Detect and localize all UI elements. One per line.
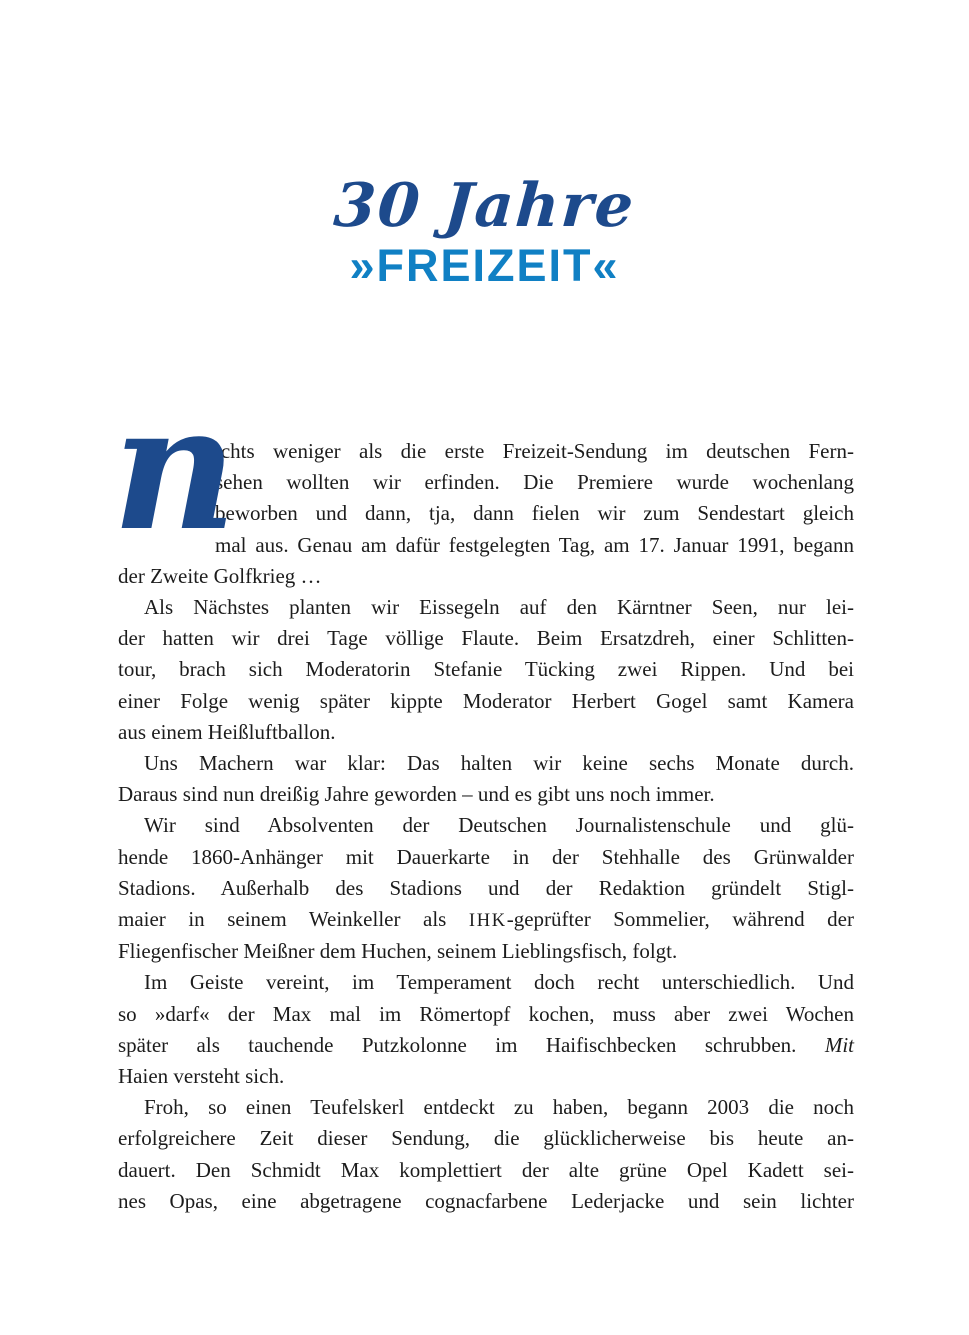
text-segment: Froh, so einen Teufelskerl entdeckt zu haben, begann 2003 die noch (144, 1095, 854, 1120)
text-line (118, 717, 854, 748)
text-line (118, 810, 854, 841)
text-line (118, 779, 854, 810)
text-segment: nes Opas, eine abgetragene cognacfarbene Lederjacke und sein lichter (118, 1188, 854, 1213)
text-line (118, 1186, 854, 1217)
text-segment: später als tauchende Putzkolonne im Haifischbecken schrubben. (118, 1032, 825, 1057)
text-segment: Stadions. Außerhalb des Stadions und der Redaktion gründelt Stigl- (118, 875, 854, 900)
text-segment: ichts weniger als die erste Freizeit-Sendung im deutschen Fern- (215, 439, 854, 463)
text-segment: so »darf« der Max mal im Römertopf kochen, muss aber zwei Wochen (118, 1001, 854, 1026)
emphasis-text: Mit (824, 1032, 854, 1057)
text-line (118, 623, 854, 654)
body-text (112, 366, 854, 1217)
text-segment: aus einem Heißluftballon. (118, 719, 336, 744)
paragraph (118, 967, 854, 1092)
text-segment: maier in seinem Weinkeller als (118, 907, 469, 932)
paragraph (118, 748, 854, 810)
text-segment: der Zweite Golfkrieg … (118, 563, 322, 588)
text-segment: mal aus. Genau am dafür festgelegten Tag, am 17. Januar 1991, begann (215, 532, 854, 557)
text-segment: Fliegenfischer Meißner dem Huchen, seinem Lieblingsfisch, folgt. (118, 939, 678, 964)
chapter-title-caps: »FREIZEIT« (349, 240, 620, 291)
text-line (118, 967, 854, 998)
text-segment: Daraus sind nun dreißig Jahre geworden – und es gibt uns noch immer. (118, 782, 715, 807)
text-segment: tour, brach sich Moderatorin Stefanie Tücking zwei Rippen. Und bei (118, 657, 854, 682)
drop-cap: n (112, 366, 238, 569)
text-segment: erfolgreichere Zeit dieser Sendung, die glücklicherweise bis heute an- (118, 1126, 854, 1151)
text-line (118, 654, 854, 685)
smallcaps-text: IHK (468, 910, 507, 931)
text-line (118, 686, 854, 717)
paragraph (118, 592, 854, 748)
text-segment: dauert. Den Schmidt Max komplettiert der alte grüne Opel Kadett sei- (118, 1157, 854, 1182)
text-line (118, 1061, 854, 1092)
text-line (118, 904, 854, 936)
text-segment: der hatten wir drei Tage völlige Flaute. Beim Ersatzdreh, einer Schlitten- (118, 626, 854, 651)
text-segment: -geprüfter Sommelier, während der (506, 907, 854, 932)
text-line (118, 936, 854, 967)
text-segment: Im Geiste vereint, im Temperament doch recht unterschiedlich. Und (144, 970, 854, 995)
chapter-title-script: 30 Jahre (331, 171, 638, 241)
text-segment: einer Folge wenig später kippte Moderator Herbert Gogel samt Kamera (118, 688, 854, 713)
chapter-heading (0, 172, 969, 291)
paragraph (118, 1092, 854, 1217)
text-segment: hende 1860-Anhänger mit Dauerkarte in der Stehhalle des Grünwalder (118, 844, 854, 869)
paragraph (112, 366, 854, 592)
text-segment: Uns Machern war klar: Das halten wir keine sechs Monate durch. (144, 751, 854, 776)
text-line (118, 748, 854, 779)
text-segment: Als Nächstes planten wir Eissegeln auf den Kärntner Seen, nur lei- (144, 595, 854, 620)
text-line (118, 842, 854, 873)
text-line (118, 1092, 854, 1123)
text-line (118, 1155, 854, 1186)
text-line (118, 1123, 854, 1154)
text-line (118, 592, 854, 623)
text-line (118, 1030, 854, 1061)
text-line (118, 873, 854, 904)
text-segment: beworben und dann, tja, dann fielen wir zum Sendestart gleich (215, 501, 854, 526)
text-segment: sehen wollten wir erfinden. Die Premiere wurde wochenlang (215, 470, 854, 495)
paragraph (118, 810, 854, 967)
text-segment: Wir sind Absolventen der Deutschen Journalistenschule und glü- (144, 813, 854, 838)
text-line (118, 999, 854, 1030)
text-segment: Haien versteht sich. (118, 1064, 285, 1089)
